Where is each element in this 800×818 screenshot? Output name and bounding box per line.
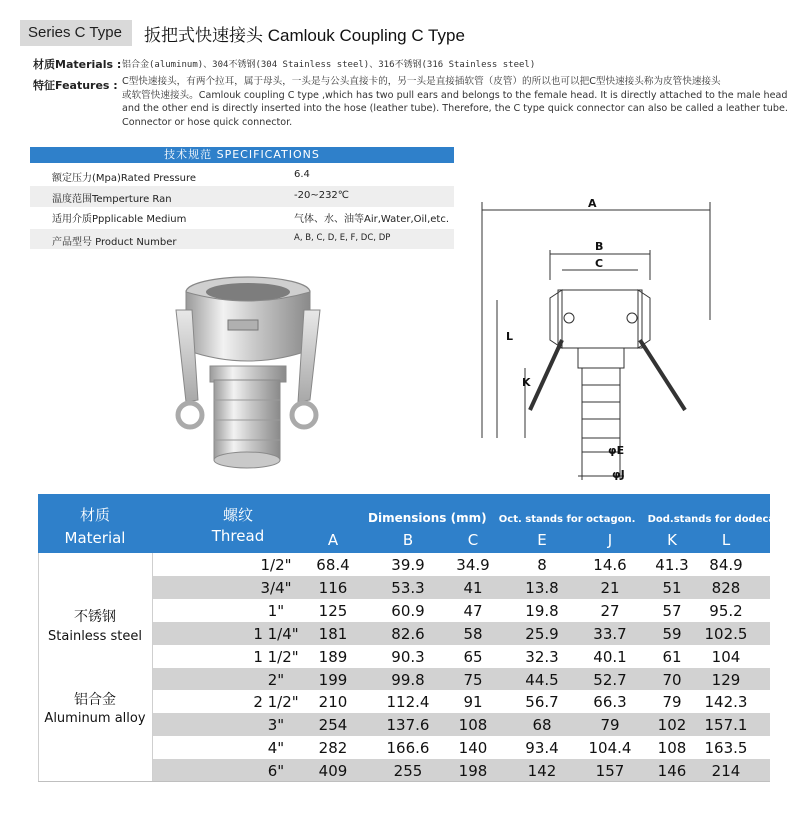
- cell-J: 21: [600, 578, 620, 597]
- cell-L: 214: [711, 762, 741, 781]
- features-line-2: 或软管快速接头。Camlouk coupling C type ,which has two pull ears and belongs to the female head. It is directly attached to the male head: [122, 89, 788, 101]
- materials-label: 材质Materials :: [33, 58, 122, 71]
- spec-row-medium: [30, 206, 454, 227]
- cell-J: 40.1: [593, 647, 627, 666]
- col-header-J: J: [607, 531, 613, 549]
- cell-E: 44.5: [525, 670, 559, 689]
- label-A: A: [588, 197, 597, 210]
- label-E: φE: [608, 444, 625, 457]
- cell-E: 56.7: [525, 693, 559, 712]
- spec-value: 6.4: [294, 169, 310, 180]
- cell-A: 125: [318, 601, 348, 620]
- cell-C: 91: [463, 693, 483, 712]
- spec-key: 温度范围Temperture Ran: [52, 194, 172, 205]
- cell-J: 157: [595, 762, 625, 781]
- cell-L: 104: [711, 647, 741, 666]
- features-line-1: C型快速接头，有两个拉耳，属于母头，一头是与公头直接卡的，另一头是直接插软管（皮管）的所以也可以把C型快速接头称为皮管快速接头: [122, 76, 721, 87]
- col-header-C: C: [467, 531, 479, 549]
- table-row: [152, 690, 770, 713]
- cell-E: 25.9: [525, 624, 559, 643]
- dimensions-title: [368, 511, 800, 525]
- cell-B: 112.4: [386, 693, 430, 712]
- col-header-B: B: [402, 531, 414, 549]
- material-stainless-cn: 不锈钢: [74, 609, 116, 625]
- page-title: 扳把式快速接头 Camlouk Coupling C Type: [144, 26, 465, 45]
- cell-K: 146: [657, 762, 687, 781]
- cell-L: 142.3: [704, 693, 748, 712]
- cell-L: 95.2: [709, 601, 743, 620]
- cell-A: 254: [318, 716, 348, 735]
- right-cam-section: [638, 290, 650, 348]
- specifications-header: 技术规范 SPECIFICATIONS: [30, 147, 454, 163]
- technical-drawing: [470, 190, 740, 490]
- cell-K: 41.3: [655, 556, 689, 574]
- cell-thread: 2 1/2": [253, 693, 299, 712]
- cell-J: 27: [600, 601, 620, 620]
- col-header-A: A: [327, 531, 339, 549]
- table-row: [152, 599, 770, 622]
- coupling-photo: [170, 270, 330, 485]
- col-header-K: K: [667, 531, 677, 549]
- body-outline: [558, 290, 642, 348]
- cell-C: 140: [458, 739, 488, 758]
- cell-A: 199: [318, 670, 348, 689]
- materials-text: 铝合金(aluminum)、304不锈钢(304 Stainless steel)、316不锈钢(316 Stainless steel): [122, 60, 536, 70]
- col-header-L: L: [721, 531, 731, 549]
- right-pivot: [627, 313, 637, 323]
- spec-row-product-number: [30, 229, 454, 249]
- cell-L: 163.5: [704, 739, 748, 758]
- cell-A: 409: [318, 762, 348, 781]
- cell-C: 198: [458, 762, 488, 781]
- cell-C: 108: [458, 716, 488, 735]
- cell-J: 33.7: [593, 624, 627, 643]
- spec-row-temperature: [30, 186, 454, 207]
- table-bottom-edge: [38, 781, 770, 782]
- col-header-E: E: [537, 531, 547, 549]
- cell-thread: 2": [267, 670, 285, 689]
- material-header-en: Material: [64, 529, 126, 547]
- table-row: [152, 713, 770, 736]
- cell-L: 102.5: [704, 624, 748, 643]
- table-row: [152, 668, 770, 691]
- cell-C: 58: [463, 624, 483, 643]
- cell-thread: 1/2": [260, 556, 292, 574]
- material-cell: [38, 553, 153, 782]
- left-pull-ring: [178, 403, 202, 427]
- cell-L: 157.1: [704, 716, 748, 735]
- spec-key: 产品型号 Product Number: [52, 237, 177, 248]
- cell-B: 60.9: [391, 601, 425, 620]
- cell-E: 68: [532, 716, 552, 735]
- shank-section: [582, 368, 620, 438]
- cell-L: 84.9: [709, 556, 743, 574]
- cell-B: 90.3: [391, 647, 425, 666]
- cell-K: 61: [662, 647, 682, 666]
- label-B: B: [595, 240, 604, 253]
- oct-note: Oct. stands for octagon.: [498, 514, 636, 525]
- cell-thread: 1 1/4": [253, 624, 299, 643]
- table-row: [152, 622, 770, 645]
- label-J: φJ: [612, 468, 625, 481]
- cell-E: 13.8: [525, 578, 559, 597]
- right-pull-ring: [292, 403, 316, 427]
- cell-C: 47: [463, 601, 483, 620]
- cell-B: 39.9: [391, 556, 425, 574]
- cell-B: 82.6: [391, 624, 425, 643]
- table-row: [152, 645, 770, 668]
- cell-thread: 6": [267, 762, 285, 781]
- cell-thread: 3/4": [260, 578, 292, 597]
- cell-C: 75: [463, 670, 483, 689]
- spec-row-pressure: [30, 165, 454, 186]
- cell-E: 19.8: [525, 601, 559, 620]
- spec-value: 气体、水、油等Air,Water,Oil,etc.: [294, 214, 450, 225]
- series-label: Series C Type: [28, 24, 122, 41]
- cell-J: 79: [600, 716, 620, 735]
- cell-B: 99.8: [391, 670, 425, 689]
- cell-K: 79: [662, 693, 682, 712]
- cell-C: 34.9: [456, 556, 490, 574]
- table-row: [152, 736, 770, 759]
- series-badge: [20, 20, 132, 46]
- cell-K: 57: [662, 601, 682, 620]
- cell-J: 52.7: [593, 670, 627, 689]
- cell-B: 166.6: [386, 739, 430, 758]
- features-line-4: Connector or hose quick connector.: [122, 116, 293, 128]
- label-K: K: [522, 376, 531, 389]
- cell-A: 181: [318, 624, 348, 643]
- cell-A: 116: [318, 578, 348, 597]
- features-label: 特征Features :: [33, 79, 118, 92]
- cell-B: 137.6: [386, 716, 430, 735]
- thread-header: [198, 494, 278, 553]
- cell-C: 41: [463, 578, 483, 597]
- spec-key: 额定压力(Mpa)Rated Pressure: [52, 173, 197, 184]
- thread-header-en: Thread: [211, 527, 265, 545]
- label-C: C: [595, 257, 604, 270]
- cell-E: 93.4: [525, 739, 559, 758]
- shank-end: [214, 452, 280, 468]
- thread-header-cn: 螺纹: [222, 506, 253, 524]
- left-lever: [530, 340, 562, 410]
- table-left-edge: [38, 553, 39, 782]
- cell-L: 828: [711, 578, 741, 597]
- dimensions-table: [38, 494, 800, 782]
- dimensions-title-text: Dimensions (mm): [368, 511, 487, 525]
- material-aluminum-cn: 铝合金: [74, 692, 116, 708]
- features-text: [122, 75, 788, 129]
- spec-value: -20~232℃: [294, 190, 350, 201]
- cell-J: 14.6: [593, 556, 627, 574]
- material-stainless-en: Stainless steel: [48, 629, 142, 644]
- label-L: L: [506, 330, 514, 343]
- cell-K: 108: [657, 739, 687, 758]
- features-line-3: and the other end is directly inserted into the hose (leather tube). Therefore, the C type quick connector can also be called a leather tube.: [122, 103, 788, 114]
- cell-thread: 1 1/2": [253, 647, 299, 666]
- table-row: [152, 576, 770, 599]
- table-row: [152, 553, 770, 576]
- spec-value: A, B, C, D, E, F, DC, DP: [294, 233, 391, 243]
- dod-note: Dod.stands for dodecagon.: [647, 514, 800, 525]
- cell-L: 129: [711, 670, 741, 689]
- cell-K: 51: [662, 578, 682, 597]
- cell-thread: 3": [267, 716, 285, 735]
- cell-K: 70: [662, 670, 682, 689]
- cell-E: 142: [527, 762, 557, 781]
- hex-section: [578, 348, 624, 368]
- brand-stamp: [228, 320, 258, 330]
- right-lever: [640, 340, 685, 410]
- table-row: [152, 759, 770, 782]
- spec-key: 适用介质Ppplicable Medium: [52, 214, 187, 225]
- cell-thread: 4": [267, 739, 285, 758]
- cell-A: 282: [318, 739, 348, 758]
- cell-thread: 1": [267, 601, 285, 620]
- cell-B: 53.3: [391, 578, 425, 597]
- cell-E: 8: [537, 556, 547, 574]
- cell-E: 32.3: [525, 647, 559, 666]
- cell-K: 102: [657, 716, 687, 735]
- cell-A: 189: [318, 647, 348, 666]
- cell-A: 210: [318, 693, 348, 712]
- left-pivot: [564, 313, 574, 323]
- coupling-bore: [206, 283, 290, 301]
- cell-C: 65: [463, 647, 483, 666]
- material-header-cn: 材质: [79, 506, 110, 524]
- material-header: [38, 494, 152, 553]
- cell-J: 104.4: [588, 739, 632, 758]
- material-aluminum-en: Aluminum alloy: [44, 711, 146, 726]
- cell-J: 66.3: [593, 693, 627, 712]
- cell-K: 59: [662, 624, 682, 643]
- cell-A: 68.4: [316, 556, 350, 574]
- cell-B: 255: [393, 762, 423, 781]
